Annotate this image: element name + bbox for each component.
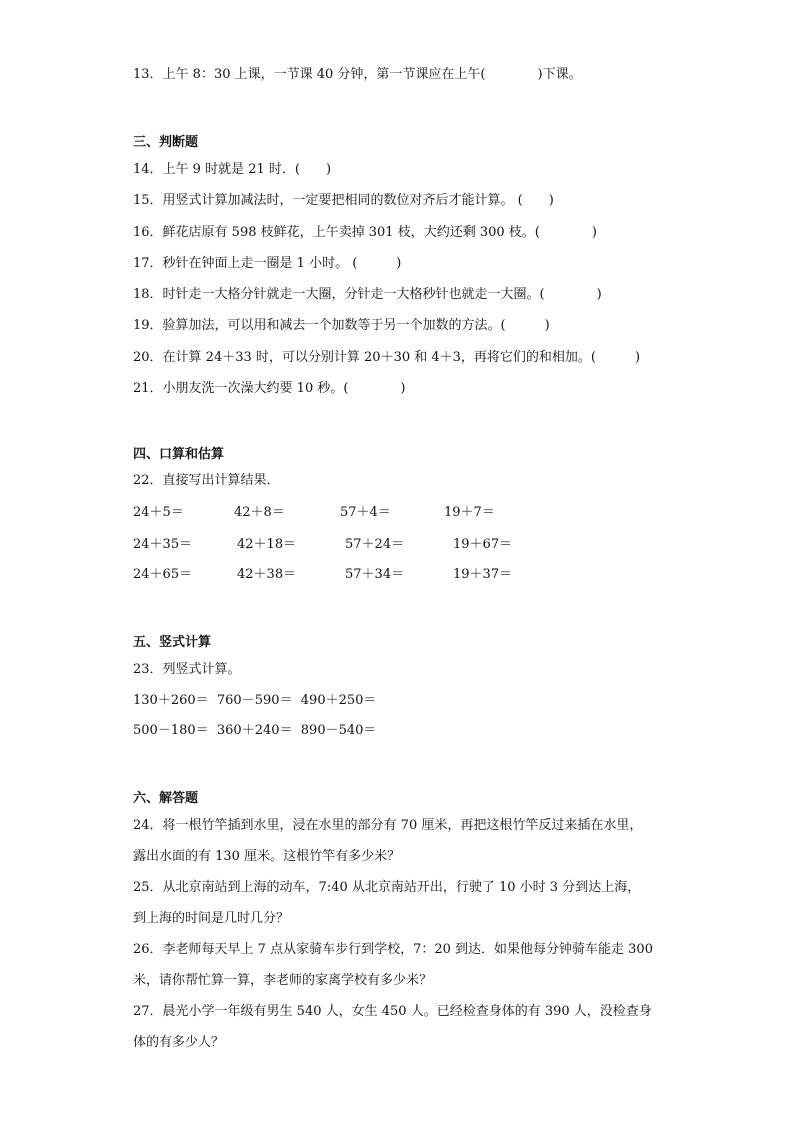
answer-line: 24．将一根竹竿插到水里，浸在水里的部分有 70 厘米，再把这根竹竿反过来插在水里，: [133, 818, 643, 833]
question-22: 22．直接写出计算结果．: [133, 473, 280, 488]
oral-cell: 24＋35＝: [133, 537, 193, 552]
question-23: 23．列竖式计算。: [133, 662, 241, 677]
judge-item: 19．验算加法，可以用和减去一个加数等于另一个加数的方法。( ): [133, 318, 550, 333]
judge-item: 18．时针走一大格分针就走一大圈，分针走一大格秒针也就走一大圈。( ): [133, 287, 602, 302]
oral-cell: 19＋67＝: [453, 537, 513, 552]
question-13: 13．上午 8：30 上课，一节课 40 分钟，第一节课应在上午( )下课。: [133, 67, 582, 82]
judge-item: 17．秒针在钟面上走一圈是 1 小时。 ( ): [133, 256, 402, 271]
judge-item: 14．上午 9 时就是 21 时．( ): [133, 162, 332, 177]
answer-line: 米，请你帮忙算一算，李老师的家离学校有多少米？: [133, 973, 433, 988]
answer-line: 27．晨光小学一年级有男生 540 人，女生 450 人。已经检查身体的有 390 人，没检查身: [133, 1004, 652, 1019]
section-title-answers: 六、解答题: [133, 791, 199, 806]
section-title-oral: 四、口算和估算: [133, 447, 225, 462]
oral-cell: 24＋65＝: [133, 567, 193, 582]
answer-line: 露出水面的有 130 厘米。这根竹竿有多少米？: [133, 849, 401, 864]
oral-cell: 57＋34＝: [345, 567, 405, 582]
vertical-row: 130＋260＝ 760－590＝ 490＋250＝: [133, 693, 377, 708]
oral-cell: 42＋38＝: [237, 567, 297, 582]
oral-cell: 57＋4＝: [340, 505, 391, 520]
judge-item: 21．小朋友洗一次澡大约要 10 秒。( ): [133, 381, 406, 396]
oral-cell: 19＋37＝: [453, 567, 513, 582]
answer-line: 到上海的时间是几时几分？: [133, 911, 290, 926]
judge-item: 20．在计算 24＋33 时，可以分别计算 20＋30 和 4＋3，再将它们的和相加。( ): [133, 350, 641, 365]
answer-line: 体的有多少人？: [133, 1035, 225, 1050]
answer-line: 26．李老师每天早上 7 点从家骑车步行到学校，7：20 到达．如果他每分钟骑车能走 300: [133, 942, 653, 957]
vertical-row: 500－180＝ 360＋240＝ 890－540＝: [133, 723, 377, 738]
oral-cell: 19＋7＝: [444, 505, 495, 520]
oral-cell: 42＋18＝: [237, 537, 297, 552]
section-title-judgement: 三、判断题: [133, 135, 199, 150]
section-title-vertical: 五、竖式计算: [133, 635, 212, 650]
answer-line: 25．从北京南站到上海的动车，7:40 从北京南站开出，行驶了 10 小时 3 分到达上海，: [133, 880, 641, 895]
oral-cell: 42＋8＝: [234, 505, 285, 520]
oral-cell: 24＋5＝: [133, 505, 184, 520]
judge-item: 15．用竖式计算加减法时，一定要把相同的数位对齐后才能计算。 ( ): [133, 193, 554, 208]
judge-item: 16．鲜花店原有 598 枝鲜花，上午卖掉 301 枝，大约还剩 300 枝。( ): [133, 225, 597, 240]
oral-cell: 57＋24＝: [345, 537, 405, 552]
